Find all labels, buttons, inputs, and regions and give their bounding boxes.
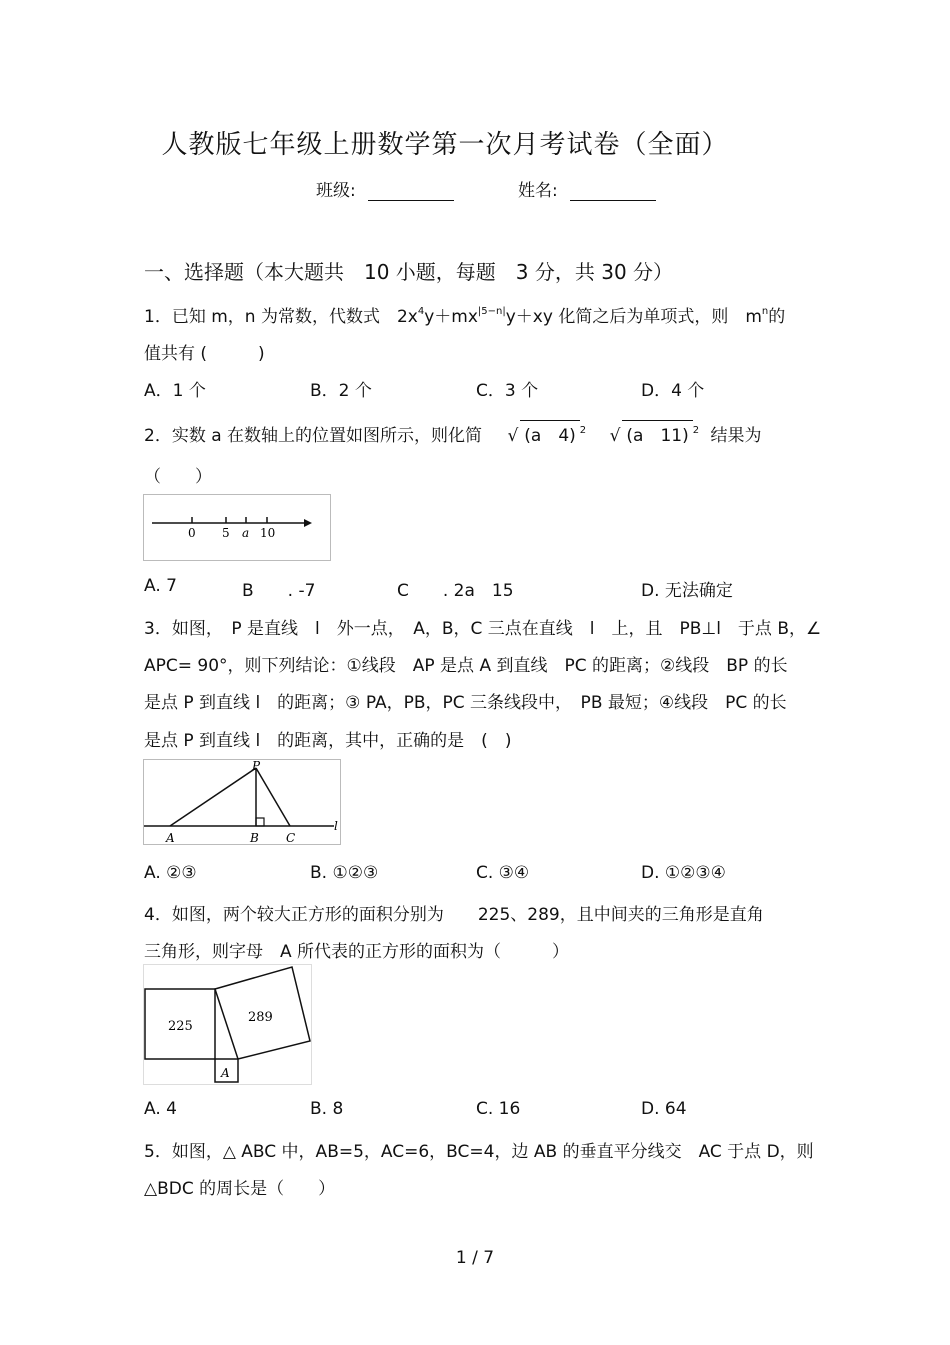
- section-heading: 一、选择题（本大题共 10 小题，每题 3 分，共 30 分）: [144, 260, 674, 284]
- q3-option-a: A. ②③: [144, 863, 197, 883]
- q2-radicand-1: (a 4): [520, 420, 580, 446]
- q1-text-b: y＋mx: [424, 307, 478, 327]
- q1-option-c: C．3 个: [476, 381, 539, 401]
- class-field: [316, 176, 454, 201]
- q2-sqrt-1: √ (a 4) $^2$: [507, 426, 586, 446]
- q2-line1: [144, 420, 762, 446]
- q2-paren: （ ）: [144, 467, 212, 487]
- q4-option-c: C. 16: [476, 1099, 521, 1119]
- q1-text-d: 的: [768, 307, 786, 327]
- q2-option-a: A. 7: [144, 576, 177, 596]
- page-number: 1 / 7: [455, 1248, 495, 1268]
- q2-sq-2: 2: [692, 425, 700, 436]
- q5-line1: 5．如图，△ ABC 中，AB=5，AC=6，BC=4，边 AB 的垂直平分线交 AC 于点 D，则: [144, 1142, 814, 1162]
- q3-line3: 是点 P 到直线 l 的距离；③ PA，PB，PC 三条线段中， PB 最短；④线段 PC 的长: [144, 693, 787, 713]
- q5-line2: △BDC 的周长是（ ）: [144, 1179, 336, 1199]
- label-b: B: [250, 831, 259, 844]
- q2-option-b: B . -7: [242, 581, 316, 601]
- label-p: P: [252, 760, 261, 773]
- q2-tail: 结果为: [710, 426, 762, 446]
- label-a: A: [166, 831, 175, 844]
- label-l: l: [334, 819, 338, 833]
- name-blank: [570, 182, 656, 201]
- q2-sq-1: 2: [579, 425, 587, 436]
- class-blank: [368, 182, 454, 201]
- label-225: 225: [168, 1019, 193, 1034]
- label-square-a: A: [221, 1066, 230, 1080]
- q2-text: 2．实数 a 在数轴上的位置如图所示，则化简: [144, 426, 483, 446]
- q1-text-c: y＋xy 化简之后为单项式，则 m: [505, 307, 762, 327]
- q3-line1: 3．如图， P 是直线 l 外一点， A，B，C 三点在直线 l 上，且 PB⊥l 于点 B，∠: [144, 619, 822, 639]
- q2-option-d: D. 无法确定: [641, 581, 733, 601]
- squares-figure: [143, 964, 312, 1085]
- label-289: 289: [248, 1010, 273, 1025]
- q4-option-b: B. 8: [310, 1099, 344, 1119]
- q2-radicand-2: (a 11): [622, 420, 692, 446]
- q1-line2: 值共有 ( ): [144, 344, 265, 364]
- q1-option-a: A．1 个: [144, 381, 206, 401]
- q4-option-a: A. 4: [144, 1099, 177, 1119]
- q1-option-d: D．4 个: [641, 381, 705, 401]
- q3-option-c: C. ③④: [476, 863, 530, 883]
- q2-sqrt-2: √ (a 11) $^2$: [610, 426, 700, 446]
- class-label: 班级:: [316, 181, 356, 201]
- q2-option-c: C . 2a 15: [397, 581, 514, 601]
- q4-option-d: D. 64: [641, 1099, 687, 1119]
- q3-line2: APC= 90°，则下列结论：①线段 AP 是点 A 到直线 PC 的距离；②线段 BP 的长: [144, 656, 788, 676]
- q1-sup4: 4: [417, 306, 425, 317]
- triangle-figure: [143, 759, 341, 845]
- q3-line4: 是点 P 到直线 l 的距离，其中，正确的是 ( ): [144, 731, 512, 751]
- q1-sup-abs: |5−n|: [477, 306, 506, 317]
- q1-sup-n: n: [761, 306, 769, 317]
- axis-label-10: 10: [260, 526, 276, 540]
- name-label: 姓名:: [518, 181, 558, 201]
- q1-text-a: 1．已知 m，n 为常数，代数式 2x: [144, 307, 418, 327]
- q4-line2: 三角形，则字母 A 所代表的正方形的面积为（ ）: [144, 942, 570, 962]
- name-field: [518, 176, 656, 201]
- axis-label-5: 5: [222, 526, 230, 540]
- axis-label-a: a: [242, 526, 250, 540]
- q4-line1: 4．如图，两个较大正方形的面积分别为 225、289，且中间夹的三角形是直角: [144, 905, 764, 925]
- page-title: 人教版七年级上册数学第一次月考试卷（全面）: [161, 130, 729, 160]
- q1-option-b: B．2 个: [310, 381, 372, 401]
- axis-label-0: 0: [188, 526, 196, 540]
- q3-option-d: D. ①②③④: [641, 863, 726, 883]
- q3-option-b: B. ①②③: [310, 863, 379, 883]
- q1-line1: [144, 302, 785, 327]
- number-line-figure: [143, 494, 331, 561]
- label-c: C: [286, 831, 296, 844]
